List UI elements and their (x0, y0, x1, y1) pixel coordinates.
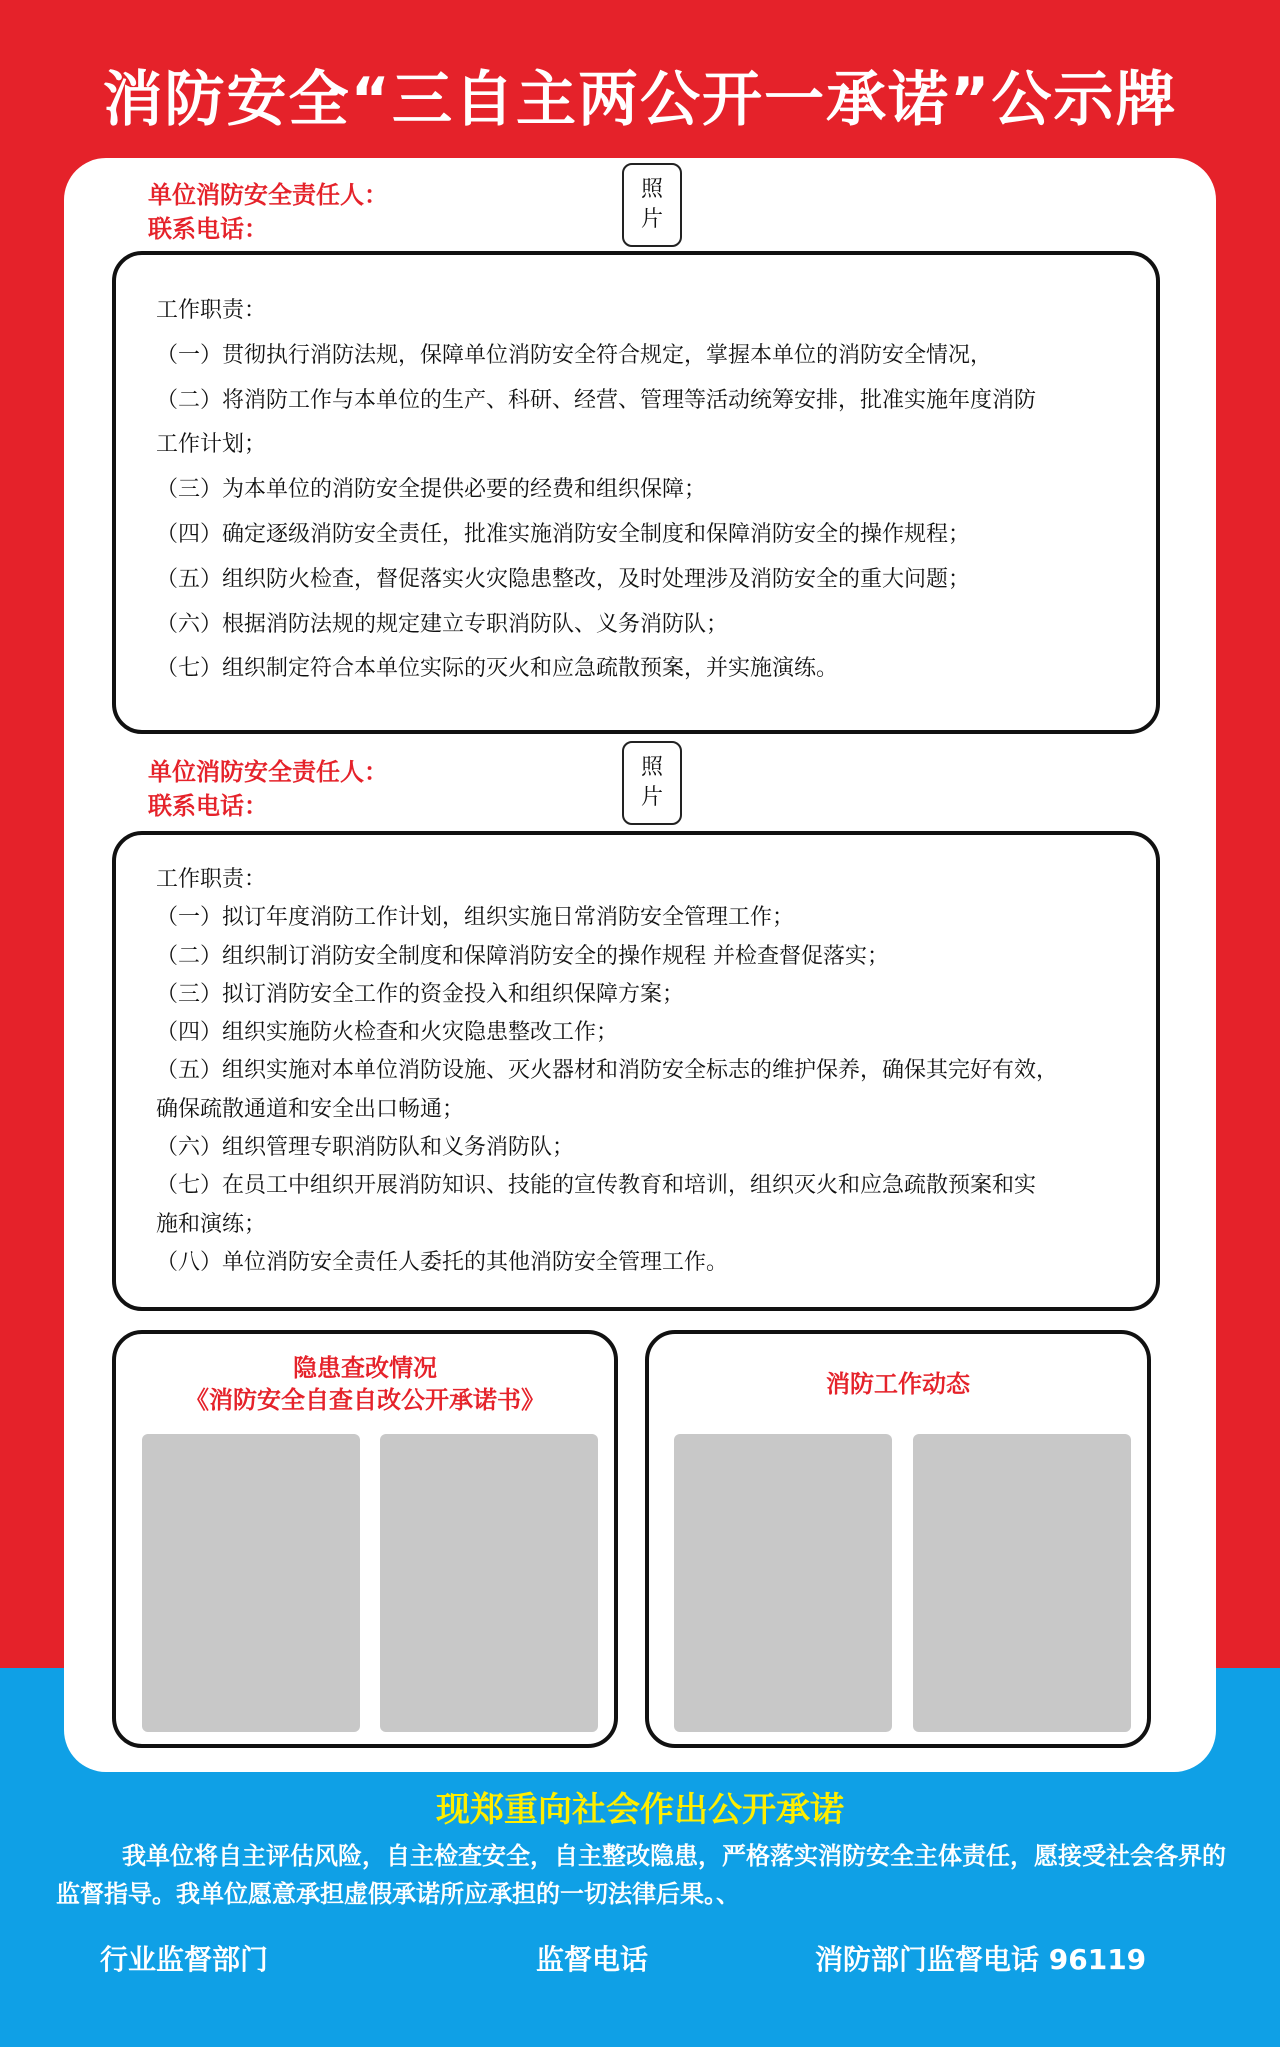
duty-line: （二）将消防工作与本单位的生产、科研、经营、管理等活动统筹安排，批准实施年度消防 (156, 387, 1037, 413)
duty-box-2 (112, 831, 1160, 1311)
duty-line: 工作计划； (156, 432, 267, 458)
page-title: 消防安全“三自主两公开一承诺”公示牌 (102, 65, 1178, 135)
duty-line: （五）组织实施对本单位消防设施、灭火器材和消防安全标志的维护保养，确保其完好有效， (156, 1058, 1059, 1084)
commitment-text: 我单位将自主评估风险，自主检查安全，自主整改隐患，严格落实消防安全主体责任，愿接受社会各界的监督指导。我单位愿意承担虚假承诺所应承担的一切法律后果。、 (56, 1842, 1226, 1908)
responsible-person-label-2: 单位消防安全责任人： (148, 758, 388, 786)
duty-line: （六）组织管理专职消防队和义务消防队； (156, 1135, 575, 1161)
contact-phone-label-1: 联系电话： (148, 215, 268, 243)
responsible-person-label-1: 单位消防安全责任人： (148, 181, 388, 209)
duty-box-1 (112, 251, 1160, 734)
duty-line: （七）组织制定符合本单位实际的灭火和应急疏散预案，并实施演练。 (156, 656, 839, 682)
hazard-rectification-box (112, 1330, 618, 1748)
image-placeholder (380, 1434, 598, 1732)
duty-line: 确保疏散通道和安全出口畅通； (156, 1096, 465, 1122)
duty-line: 工作职责： (156, 298, 267, 323)
duty-line: （八）单位消防安全责任人委托的其他消防安全管理工作。 (156, 1249, 729, 1275)
duty-line: 工作职责： (156, 867, 267, 892)
photo-placeholder-1: 照片 (622, 163, 682, 247)
duty-line: （三）为本单位的消防安全提供必要的经费和组织保障； (156, 477, 707, 503)
fire-department-phone: 消防部门监督电话 96119 (815, 1943, 1147, 1976)
duty-line: （三）拟订消防安全工作的资金投入和组织保障方案； (156, 981, 685, 1007)
duty-line: （四）组织实施防火检查和火灾隐患整改工作； (156, 1020, 619, 1046)
photo-placeholder-2: 照片 (622, 741, 682, 825)
contact-phone-label-2: 联系电话： (148, 792, 268, 820)
duty-line: （七）在员工中组织开展消防知识、技能的宣传教育和培训，组织灭火和应急疏散预案和实 (156, 1173, 1037, 1199)
image-placeholder (142, 1434, 360, 1732)
fire-work-dynamics-box (645, 1330, 1151, 1748)
duty-line: （六）根据消防法规的规定建立专职消防队、义务消防队； (156, 611, 729, 637)
supervision-phone-label: 监督电话 (536, 1943, 649, 1976)
supervision-department-label: 行业监督部门 (100, 1943, 269, 1976)
duty-line: （五）组织防火检查，督促落实火灾隐患整改，及时处理涉及消防安全的重大问题； (156, 566, 971, 592)
duty-line: 施和演练； (156, 1211, 267, 1237)
dynamics-title: 消防工作动态 (826, 1370, 970, 1398)
duty-line: （四）确定逐级消防安全责任，批准实施消防安全制度和保障消防安全的操作规程； (156, 521, 971, 547)
image-placeholder (674, 1434, 892, 1732)
duty-line: （一）拟订年度消防工作计划，组织实施日常消防安全管理工作； (156, 905, 795, 931)
image-placeholder (913, 1434, 1131, 1732)
hazard-title: 隐患查改情况 (293, 1354, 437, 1382)
commitment-title: 现郑重向社会作出公开承诺 (436, 1790, 844, 1830)
duty-line: （二）组织制订消防安全制度和保障消防安全的操作规程 并检查督促落实； (156, 943, 889, 969)
hazard-subtitle: 《消防安全自查自改公开承诺书》 (185, 1386, 545, 1414)
duty-line: （一）贯彻执行消防法规，保障单位消防安全符合规定，掌握本单位的消防安全情况， (156, 342, 993, 368)
